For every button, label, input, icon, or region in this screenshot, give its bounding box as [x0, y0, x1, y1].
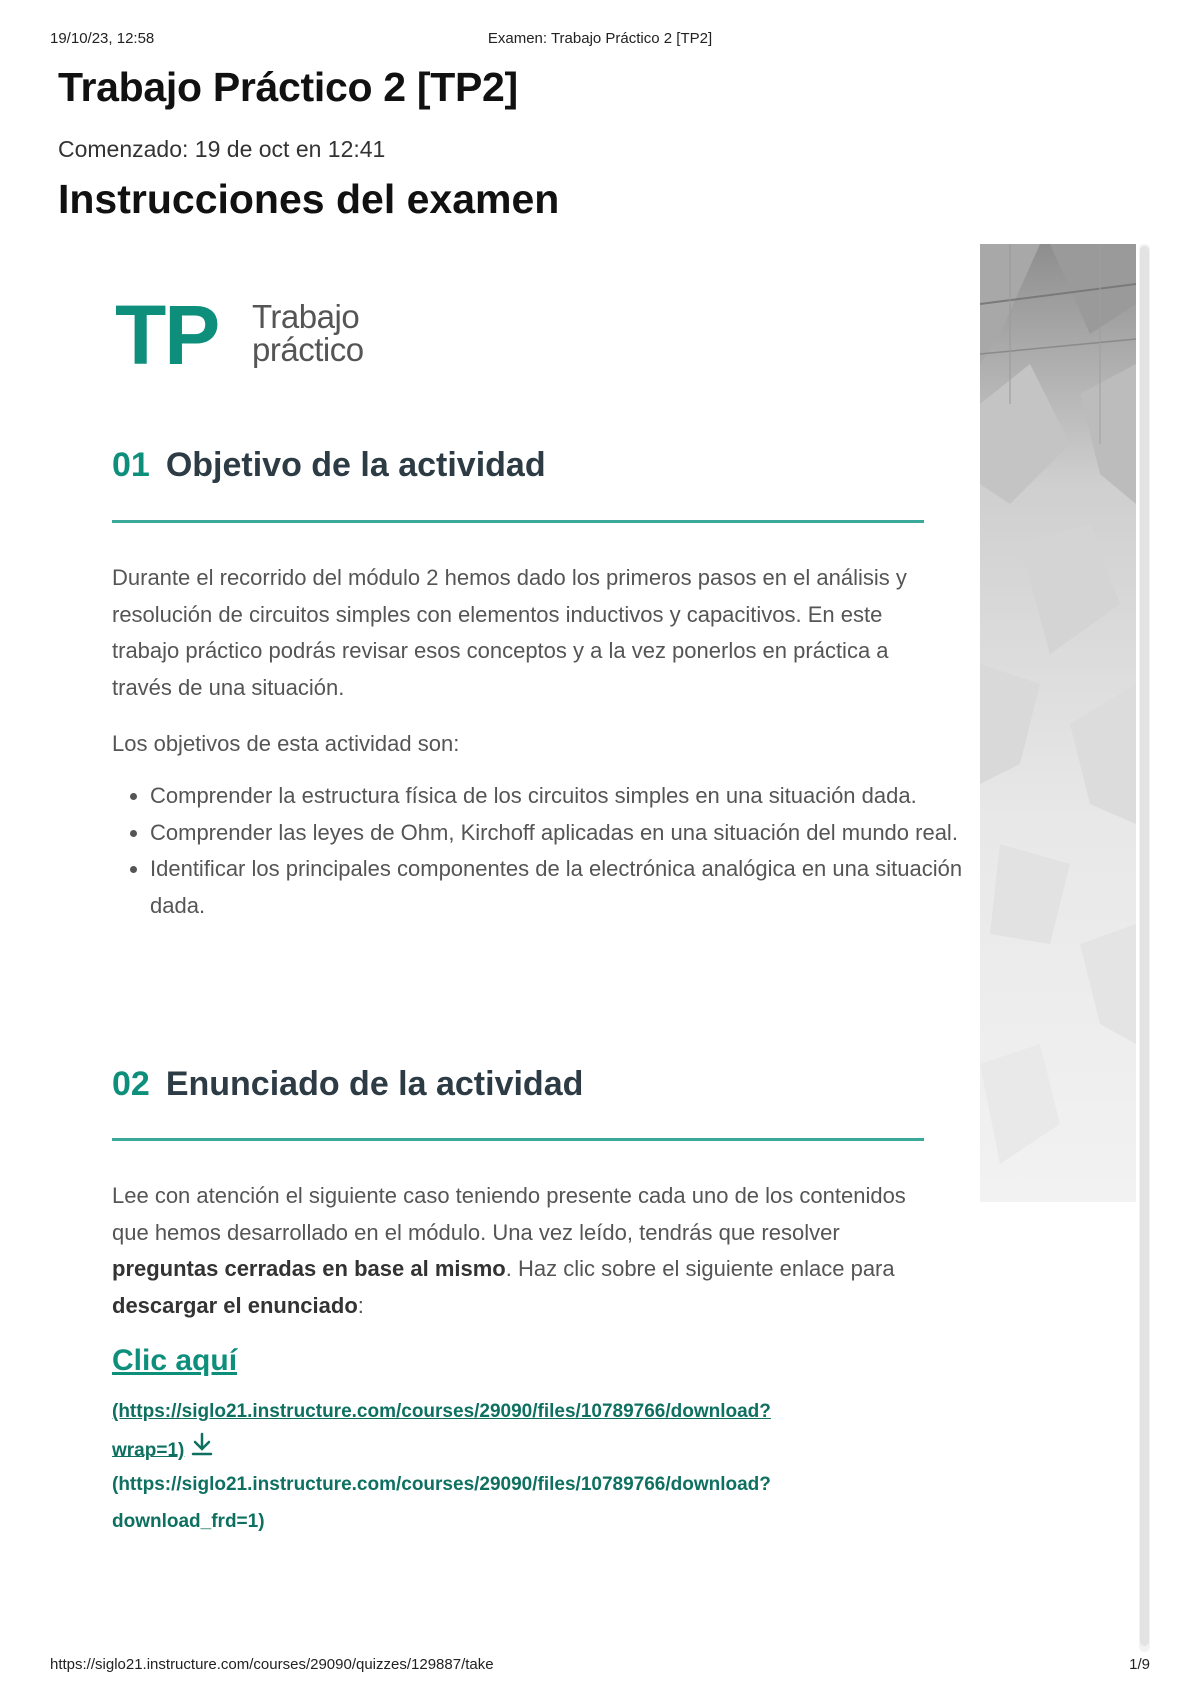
enunciado-bold-1: preguntas cerradas en base al mismo [112, 1256, 506, 1281]
download-link-clic-aqui[interactable]: Clic aquí [112, 1344, 238, 1377]
section-title: Objetivo de la actividad [165, 446, 546, 484]
print-datetime: 19/10/23, 12:58 [50, 30, 155, 47]
print-footer-url: https://siglo21.instructure.com/courses/29090/quizzes/129887/take [50, 1656, 494, 1673]
objectives-list [112, 778, 970, 924]
download-icon[interactable] [190, 1431, 214, 1471]
print-page-title: Examen: Trabajo Práctico 2 [TP2] [487, 30, 713, 47]
scrollbar-thumb[interactable] [1140, 246, 1149, 1646]
download-url-line2[interactable]: download_frd=1) [112, 1510, 265, 1532]
download-url-line1[interactable]: (https://siglo21.instructure.com/courses/29090/files/10789766/download? [112, 1474, 771, 1495]
section-divider [112, 1138, 924, 1141]
link-url-line1[interactable]: (https://siglo21.instructure.com/courses/29090/files/10789766/download? [112, 1401, 771, 1422]
enunciado-paragraph [112, 1178, 932, 1324]
section-objetivo-heading [112, 446, 546, 485]
print-header [50, 30, 1150, 50]
quiz-title: Trabajo Práctico 2 [TP2] [58, 64, 518, 110]
list-item: • Comprender las leyes de Ohm, Kirchoff aplicadas en una situación del mundo real. [150, 815, 970, 852]
page-scrollbar[interactable] [1139, 244, 1150, 1652]
print-footer [50, 1656, 1150, 1676]
tp-logo-mark: TP [115, 288, 219, 382]
list-item: • Comprender la estructura física de los circuitos simples en una situación dada. [150, 778, 970, 815]
section-enunciado-heading [112, 1065, 583, 1104]
enunciado-text-2: . Haz clic sobre el siguiente enlace para [505, 1256, 895, 1281]
enunciado-text-3: : [357, 1292, 364, 1318]
link-url-line2[interactable]: wrap=1) [112, 1439, 185, 1461]
enunciado-text-1: Lee con atención el siguiente caso teniendo presente cada uno de los contenidos que hemos desarrollado en el módulo. Una vez leído, tendrás que resolver [112, 1183, 906, 1245]
link-url-wrap[interactable] [112, 1394, 932, 1470]
section-title: Enunciado de la actividad [165, 1065, 584, 1103]
tp-logo-line1: Trabajo [252, 298, 360, 335]
list-item: • Identificar los principales componentes de la electrónica analógica en una situación dada. [150, 851, 970, 924]
enunciado-bold-2: descargar el enunciado [112, 1292, 358, 1318]
quiz-started-time: Comenzado: 19 de oct en 12:41 [58, 136, 386, 162]
tp-logo-text [252, 300, 364, 366]
objectives-intro: Los objetivos de esta actividad son: [112, 731, 460, 756]
tp-logo-line2: práctico [252, 331, 364, 368]
decorative-side-image [980, 244, 1136, 1202]
print-page-number: 1/9 [1129, 1656, 1150, 1673]
section-number: 01 [112, 446, 150, 484]
download-url[interactable] [112, 1467, 932, 1540]
section-divider [112, 520, 924, 523]
objetivo-paragraph: Durante el recorrido del módulo 2 hemos dado los primeros pasos en el análisis y resolución de circuitos simples con elementos inductivos y capacitivos. En este trabajo práctico podrás revisar esos conceptos y a la vez ponerlos en práctica a través de una situación. [112, 565, 907, 700]
instructions-heading: Instrucciones del examen [58, 176, 560, 222]
section-number: 02 [112, 1065, 150, 1103]
